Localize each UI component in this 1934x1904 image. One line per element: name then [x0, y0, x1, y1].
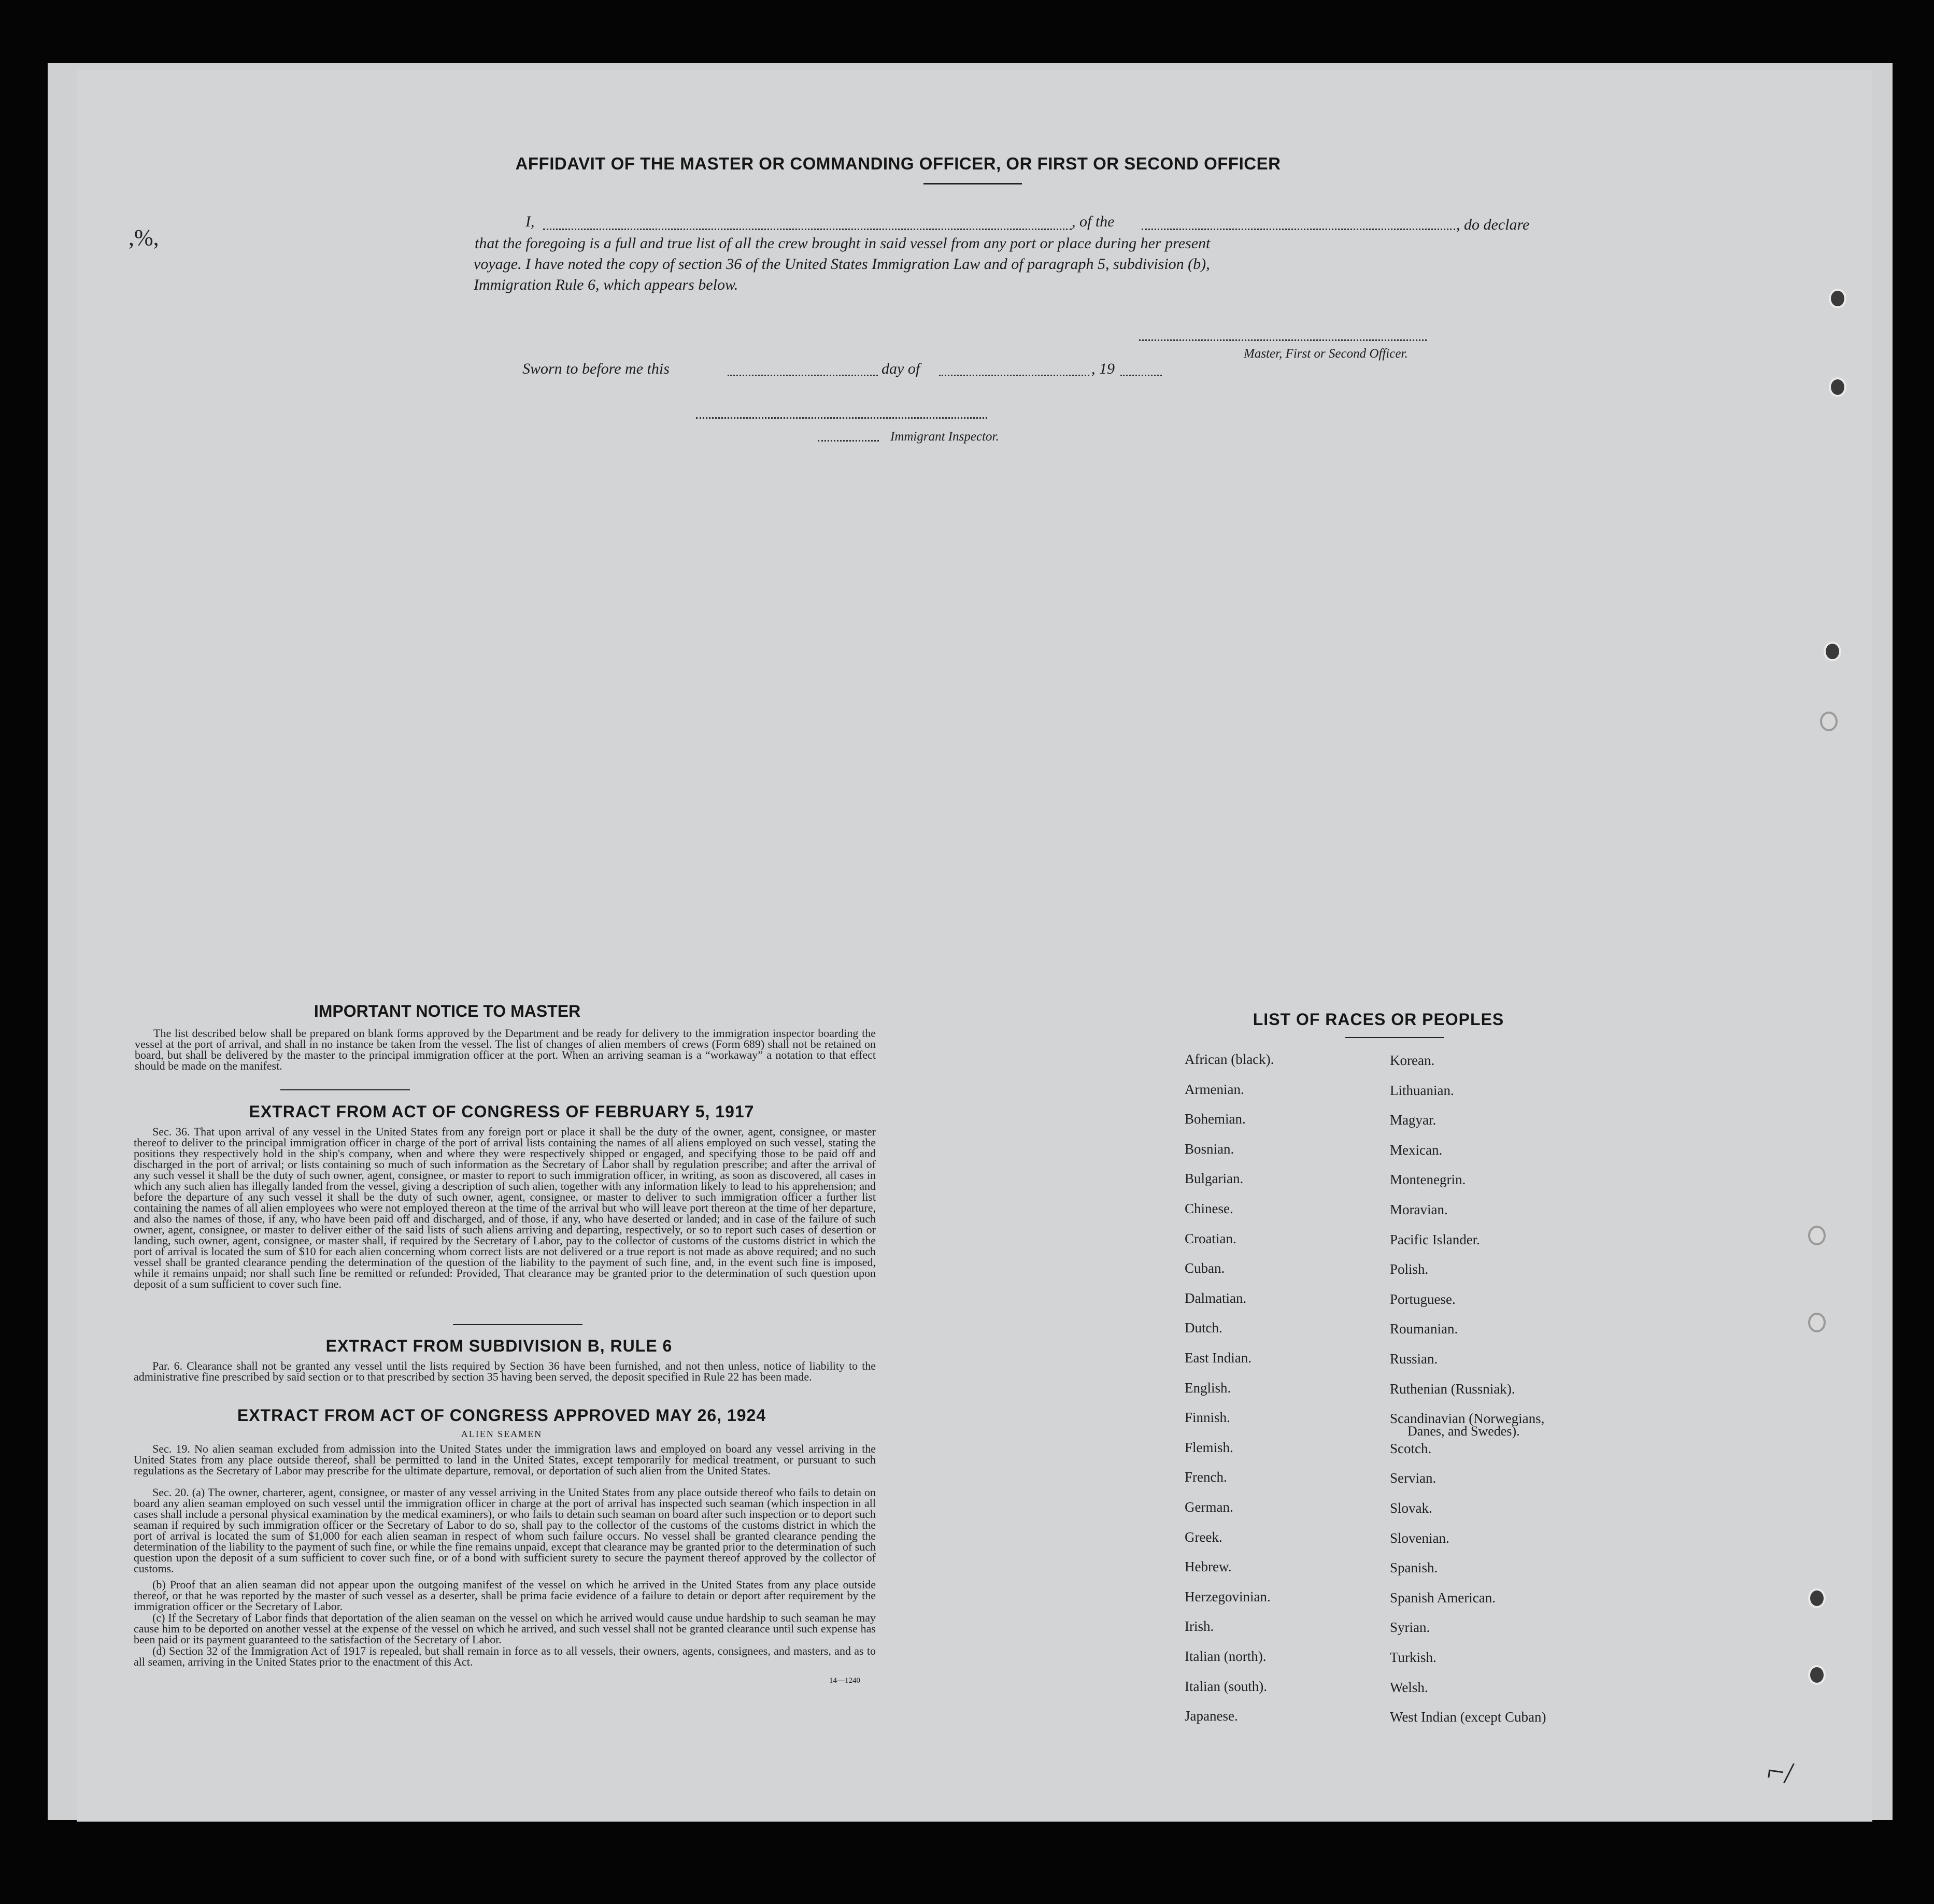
race-item: Ruthenian (Russniak).: [1390, 1381, 1515, 1397]
race-item: Servian.: [1390, 1470, 1437, 1486]
race-item: Bulgarian.: [1185, 1171, 1244, 1187]
race-item: Lithuanian.: [1390, 1082, 1454, 1098]
sworn-year: , 19: [1091, 360, 1115, 377]
inspector-label: Immigrant Inspector.: [890, 430, 999, 444]
master-signature-label: Master, First or Second Officer.: [1244, 347, 1408, 361]
race-item: Korean.: [1390, 1053, 1435, 1068]
punch-hole: [1824, 642, 1841, 661]
punch-hole: [1808, 1588, 1826, 1608]
race-item: French.: [1185, 1469, 1227, 1485]
alien-seamen-subtitle: ALIEN SEAMEN: [461, 1429, 543, 1439]
inspector-short-line: [818, 440, 879, 442]
race-item: Pacific Islander.: [1390, 1231, 1480, 1247]
extract-1924-sec20d: (d) Section 32 of the Immigration Act of 1917 is repealed, but shall remain in force as to all vessels, their owners, agents, consignees, and masters, and as to all seamen, arriving in the United States prior to the enactment of this Act.: [134, 1644, 876, 1668]
race-item: East Indian.: [1185, 1350, 1252, 1366]
title-divider: [923, 183, 1022, 184]
affidavit-line-4: Immigration Rule 6, which appears below.: [474, 276, 738, 293]
race-item: Herzegovinian.: [1185, 1588, 1271, 1604]
race-item: Russian.: [1390, 1351, 1438, 1367]
race-item: Bohemian.: [1185, 1111, 1246, 1127]
pencil-check-mark: ⌐/: [1765, 1753, 1796, 1791]
punch-hole: [1808, 1226, 1826, 1245]
race-item: Slovak.: [1390, 1500, 1432, 1516]
extract-1924-sec20a: Sec. 20. (a) The owner, charterer, agent, consignee, or master of any vessel arriving in the United States from any place outside thereof who fails to detain on board any alien seaman employed on such vessel until the immigration officer in charge at the port of arrival has inspected such seaman (which inspection in all cases shall include a personal physical examination by the medical examiners), or who fails to detain such seaman on board after such inspection or to deport such seaman if required by such immigration officer or the Secretary of Labor to do so, shall pay to the collector of the customs of the customs district in which the port of arrival is located the sum of $1,000 for each alien seaman in respect of whom such failure occurs. No vessel shall be granted clearance pending the determination of the liability to the payment of such fine, or while the fine remains unpaid, except that clearance may be granted prior to the determination of such question upon the deposit of a sum sufficient to cover such fine, or of a bond with sufficient surety to secure the payment thereof approved by the collector of customs.: [134, 1486, 876, 1575]
race-item: Spanish.: [1390, 1560, 1438, 1576]
day-blank: [728, 375, 878, 376]
month-blank: [939, 375, 1089, 376]
race-item: Flemish.: [1185, 1439, 1233, 1455]
extract-rule6-title: EXTRACT FROM SUBDIVISION B, RULE 6: [325, 1337, 673, 1355]
races-title: LIST OF RACES OR PEOPLES: [1253, 1010, 1504, 1029]
extract-1917-divider: [453, 1324, 582, 1325]
race-item: Bosnian.: [1185, 1141, 1234, 1157]
extract-1917-title: EXTRACT FROM ACT OF CONGRESS OF FEBRUARY 5, 1917: [249, 1102, 755, 1121]
race-item: Polish.: [1390, 1261, 1429, 1277]
race-item: Croatian.: [1185, 1230, 1236, 1246]
race-item: Dutch.: [1185, 1320, 1222, 1336]
extract-1924-sec20c: (c) If the Secretary of Labor finds that deportation of the alien seaman on the vessel on which he arrived would cause undue hardship to such seaman he may cause him to be deported on another vessel at the expense of the vessel on which he arrived, and such vessel shall not be granted clearance until such expense has been paid or its payment guaranteed to the satisfaction of the Secretary of Labor.: [134, 1611, 876, 1646]
races-divider: [1345, 1037, 1444, 1038]
sworn-prefix: Sworn to before me this: [522, 360, 670, 377]
punch-hole: [1820, 712, 1838, 731]
handwritten-mark: ,%,: [129, 225, 159, 250]
inspector-signature-line: [696, 417, 987, 419]
race-item: German.: [1185, 1499, 1233, 1515]
race-item: Mexican.: [1390, 1142, 1443, 1158]
extract-1924-title: EXTRACT FROM ACT OF CONGRESS APPROVED MAY 26, 1924: [237, 1406, 766, 1425]
extract-rule6-body: Par. 6. Clearance shall not be granted any vessel until the lists required by Section 36 have been furnished, and not then unless, notice of liability to the administrative fine prescribed by said section or to that prescribed by section 35 having been served, the deposit specified in Rule 22 has been made.: [134, 1359, 876, 1383]
punch-hole: [1829, 377, 1846, 397]
year-blank: [1120, 375, 1162, 376]
affidavit-line-3: voyage. I have noted the copy of section 36 of the United States Immigration Law and of paragraph 5, subdivision (b),: [474, 255, 1210, 273]
affidavit-i: I,: [525, 213, 535, 230]
race-item: Chinese.: [1185, 1201, 1233, 1216]
affidavit-of-the: , of the: [1072, 213, 1115, 230]
affidavit-title: AFFIDAVIT OF THE MASTER OR COMMANDING OFFICER, OR FIRST OR SECOND OFFICER: [515, 154, 1281, 173]
master-signature-line: [1139, 339, 1427, 341]
race-item: Syrian.: [1390, 1619, 1430, 1636]
extract-1924-sec20b: (b) Proof that an alien seaman did not appear upon the outgoing manifest of the vessel on which he arrived in the United States from any place outside thereof, or that he was reported by the master of such vessel as a deserter, shall be prima facie evidence of a failure to detain or deport after requirement by the immigration officer or the Secretary of Labor.: [134, 1578, 876, 1613]
race-item: Roumanian.: [1390, 1321, 1458, 1337]
vessel-blank: [1142, 229, 1455, 230]
race-item: Armenian.: [1185, 1081, 1244, 1097]
extract-1924-sec19: Sec. 19. No alien seaman excluded from admission into the United States under the immigration laws and employed on board any vessel arriving in the United States from any place outside thereof, shall be permitted to land in the United States, except temporarily for medical treatment, or pursuant to such regulations as the Secretary of Labor may prescribe for the ultimate departure, removal, or deportation of such alien from the United States.: [134, 1442, 876, 1477]
notice-title: IMPORTANT NOTICE TO MASTER: [314, 1002, 581, 1020]
race-item: Dalmatian.: [1185, 1290, 1247, 1306]
race-item: Slovenian.: [1390, 1530, 1449, 1546]
notice-body: The list described below shall be prepared on blank forms approved by the Department and be ready for delivery to the immigration inspector boarding the vessel at the port of arrival, and shall in no instance be taken from the vessel. The list of changes of alien members of crews (Form 689) shall not be retained on board, but shall be delivered by the master to the principal immigration officer at the port. When an arriving seaman is a “workaway” a notation to that effect should be made on the manifest.: [135, 1027, 876, 1072]
race-item: Italian (north).: [1185, 1649, 1267, 1664]
race-item: West Indian (except Cuban): [1390, 1709, 1546, 1725]
race-item: Spanish American.: [1390, 1589, 1496, 1605]
punch-hole: [1808, 1313, 1826, 1332]
race-item: Moravian.: [1390, 1202, 1448, 1217]
race-item: Montenegrin.: [1390, 1172, 1466, 1188]
race-item: Japanese.: [1185, 1708, 1238, 1724]
race-item: Greek.: [1185, 1529, 1222, 1545]
race-item: Hebrew.: [1185, 1559, 1232, 1575]
name-blank: [543, 229, 1072, 230]
notice-divider: [280, 1089, 410, 1090]
form-number: 14—1240: [829, 1676, 860, 1685]
affidavit-line-2: that the foregoing is a full and true list of all the crew brought in said vessel from any port or place during her present: [475, 235, 1211, 252]
affidavit-declare: , do declare: [1456, 216, 1530, 233]
race-item: African (black).: [1185, 1052, 1274, 1067]
race-item: English.: [1185, 1380, 1231, 1396]
race-item: Scandinavian (Norwegians,: [1390, 1411, 1545, 1427]
race-item: Portuguese.: [1390, 1291, 1456, 1307]
race-item: Cuban.: [1185, 1260, 1225, 1276]
extract-1917-body: Sec. 36. That upon arrival of any vessel in the United States from any foreign port or place it shall be the duty of the owner, agent, consignee, or master thereof to deliver to the principal immigration officer in charge of the port of arrival lists containing the names of all aliens employed on such vessel, stating the positions they respectively hold in the ship's company, when and where they were respectively shipped or engaged, and specifying those to be paid off and discharged in the port of arrival; or lists containing so much of such information as the Secretary of Labor shall by regulation prescribe; and after the arrival of any such vessel it shall be the duty of such owner, agent, consignee, or master to report to such immigration officer, in writing, as soon as discovered, all cases in which any such alien has illegally landed from the vessel, giving a description of such alien, together with any information likely to lead to his apprehension; and before the departure of any such vessel it shall be the duty of such owner, agent, consignee, or master to deliver to such immigration officer a further list containing the names of all alien employees who were not employed thereon at the time of the arrival but who will leave port thereon at the time of her departure, and also the names of those, if any, who have been paid off and discharged, and of those, if any, who have deserted or landed; and in case of the failure of such owner, agent, consignee, or master to deliver either of the said lists of such aliens arriving and departing, respectively, or so to report such cases of desertion or landing, such owner, agent, consignee, or master shall, if required by the Secretary of Labor, pay to the collector of customs of the customs district in which the port of arrival is located the sum of $10 for each alien concerning whom correct lists are not delivered or a true report is not made as above required; and no such vessel shall be granted clearance pending the determination of the question of the liability to the payment of such fine, and, in the event such fine is imposed, while it remains unpaid; nor shall such fine be remitted or refunded: Provided, That clearance may be granted prior to the determination of such question upon deposit of a sum sufficient to cover such fine.: [134, 1125, 876, 1290]
race-item: Magyar.: [1390, 1112, 1437, 1128]
race-item: Turkish.: [1390, 1650, 1437, 1665]
race-item: Italian (south).: [1185, 1678, 1267, 1694]
race-item: Finnish.: [1185, 1410, 1230, 1426]
punch-hole: [1808, 1665, 1826, 1685]
punch-hole: [1829, 289, 1846, 308]
document-page: [77, 70, 1872, 1822]
sworn-day-of: day of: [881, 360, 920, 377]
race-item: Irish.: [1185, 1618, 1214, 1635]
race-scandinavian-continuation: Danes, and Swedes).: [1407, 1424, 1520, 1439]
race-item: Scotch.: [1390, 1440, 1432, 1456]
race-item: Welsh.: [1390, 1679, 1428, 1695]
